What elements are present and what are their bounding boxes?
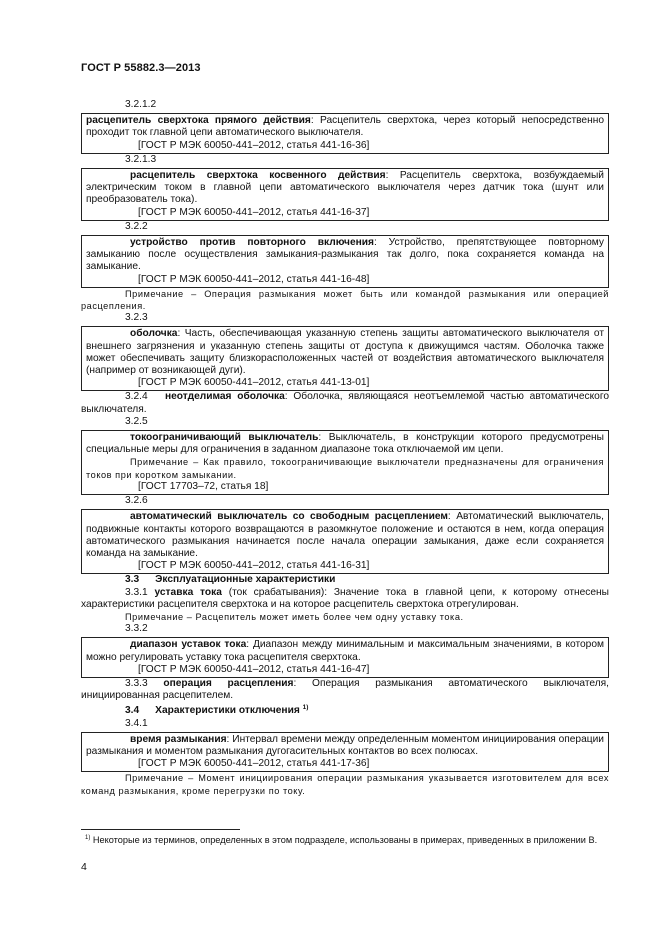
- reference: [ГОСТ Р МЭК 60050-441–2012, статья 441-13-01]: [138, 377, 370, 389]
- clause-number-3-2-3: 3.2.3: [125, 312, 148, 324]
- clause-number: 3.2.4: [125, 391, 148, 403]
- note-3-2-2: Примечание – Операция размыкания может быть или командой размыкания или операцией расцепления.: [81, 288, 609, 312]
- footnote-mark: 1): [85, 835, 91, 841]
- reference: [ГОСТ Р МЭК 60050-441–2012, статья 441-16-36]: [138, 139, 370, 151]
- section-title: Эксплуатационные характеристики: [155, 574, 336, 586]
- reference: [ГОСТ Р МЭК 60050-441–2012, статья 441-16-47]: [138, 663, 370, 675]
- definition: : Автоматический выключатель, подвижные контакты которого возвращаются в разомкнутое положение и остаются в нем, когда операция автоматического размыкания начинается после начала операции замыкания, даже если сохраняется команда на замыкание.: [86, 511, 604, 559]
- definition: : Оболочка, являющаяся неотъемлемой частью автоматического выключателя.: [81, 391, 609, 415]
- term: уставка тока: [154, 586, 222, 598]
- clause-number-3-2-5: 3.2.5: [125, 415, 148, 427]
- definition: (ток срабатывания): Значение тока в главной цепи, к которому отнесены характеристики расцепителя сверхтока и на которое расцепитель сверхтока отрегулирован.: [81, 586, 609, 610]
- section-heading-3-4: [81, 702, 609, 717]
- definition: : Выключатель, в конструкции которого предусмотрены специальные меры для ограничения в заданном диапазоне тока отключаемой им цепи.: [86, 432, 604, 456]
- reference: [ГОСТ Р МЭК 60050-441–2012, статья 441-16-31]: [138, 560, 370, 572]
- section-heading-3-3: [81, 574, 609, 586]
- definition: : Расцепитель сверхтока, возбуждаемый электрическим током в главной цепи автоматического выключателя через датчик тока (шунт или преобразователь тока).: [86, 170, 604, 206]
- clause-number-3-2-1-2: 3.2.1.2: [125, 99, 157, 110]
- term: неотделимая оболочка: [164, 391, 285, 403]
- clause-3-3-1: [81, 587, 609, 611]
- note: Примечание – Как правило, токоограничивающие выключатели предназначены для ограничения токов при коротком замыкании.: [86, 457, 604, 480]
- term: устройство против повторного включения: [130, 237, 374, 249]
- term: токоограничивающий выключатель: [130, 432, 319, 444]
- term-box-3-4-1: [81, 732, 609, 773]
- clause-3-3-3: [81, 678, 609, 702]
- term: диапазон уставок тока: [130, 639, 247, 651]
- clause-number-3-2-1-3: 3.2.1.3: [125, 153, 157, 165]
- term-box-3-3-2: [81, 637, 609, 678]
- term-box-3-2-1-2: [81, 113, 609, 154]
- term: оболочка: [130, 328, 178, 340]
- section-number: 3.4: [125, 705, 140, 717]
- definition: : Операция размыкания автоматического выключателя, инициированная расцепителем.: [81, 677, 609, 702]
- reference: [ГОСТ Р МЭК 60050-441–2012, статья 441-17-36]: [138, 758, 370, 770]
- definition: : Устройство, препятствующее повторному замыканию после осуществления замыкания-размыкания так долго, пока сохраняется команда на замыкание.: [86, 237, 604, 273]
- term: расцепитель сверхтока прямого действия: [86, 115, 311, 127]
- term: расцепитель сверхтока косвенного действия: [130, 170, 386, 182]
- note-3-4-1: Примечание – Момент инициирования операции размыкания указывается изготовителем для всех команд размыкания, кроме перегрузки по току.: [81, 773, 609, 796]
- clause-number-3-2-2: 3.2.2: [125, 220, 148, 232]
- clause-3-2-4: [81, 391, 609, 415]
- term: время размыкания: [130, 733, 227, 745]
- clause-number-3-3-2: 3.3.2: [125, 623, 148, 635]
- reference: [ГОСТ Р МЭК 60050-441–2012, статья 441-16-48]: [138, 273, 370, 285]
- footnote-separator: [81, 829, 240, 830]
- term-box-3-2-3: [81, 326, 609, 391]
- note-3-3-1: Примечание – Расцепитель может иметь более чем одну уставку тока.: [125, 611, 464, 622]
- page-number: 4: [81, 861, 87, 873]
- term-box-3-2-6: [81, 509, 609, 574]
- footnote-text: Некоторые из терминов, определенных в этом подразделе, использованы в примерах, приведенных в приложении В.: [92, 835, 598, 845]
- clause-number: 3.3.3: [125, 677, 148, 689]
- section-title: Характеристики отключения: [155, 705, 300, 717]
- definition: : Диапазон между минимальным и максимальным значениями, в котором можно регулировать уставку тока расцепителя сверхтока.: [86, 639, 605, 663]
- clause-number-3-4-1: 3.4.1: [125, 717, 148, 729]
- definition: : Расцепитель сверхтока, через который непосредственно проходит ток главной цепи автоматического выключателя.: [86, 115, 605, 139]
- term-box-3-2-1-3: [81, 168, 609, 221]
- definition: : Часть, обеспечивающая указанную степень защиты автоматического выключателя от внешнего загрязнения и указанную степень защиты от доступа к движущимся частям. Оболочка также может обеспечивать защиту близкорасположенных частей от воздействия автоматического выключателя (например от возникающей дуги).: [86, 328, 604, 377]
- reference: [ГОСТ Р МЭК 60050-441–2012, статья 441-16-37]: [138, 206, 370, 218]
- reference: [ГОСТ 17703–72, статья 18]: [138, 480, 269, 492]
- definition: : Интервал времени между определенным моментом инициирования операции размыкания и моментом размыкания дугогасительных контактов во всех полюсах.: [86, 733, 604, 757]
- term-box-3-2-2: [81, 235, 609, 288]
- document-body: [81, 99, 609, 797]
- term-box-3-2-5: [81, 430, 609, 495]
- section-number: 3.3: [125, 574, 140, 586]
- term: автоматический выключатель со свободным расцеплением: [130, 511, 448, 523]
- clause-number-3-2-6: 3.2.6: [125, 495, 148, 507]
- clause-number: 3.3.1: [125, 586, 148, 598]
- page-header-standard-title: ГОСТ Р 55882.3—2013: [81, 62, 201, 74]
- footnote-marker: 1): [302, 704, 309, 712]
- term: операция расцепления: [163, 677, 294, 689]
- footnote: [81, 833, 612, 847]
